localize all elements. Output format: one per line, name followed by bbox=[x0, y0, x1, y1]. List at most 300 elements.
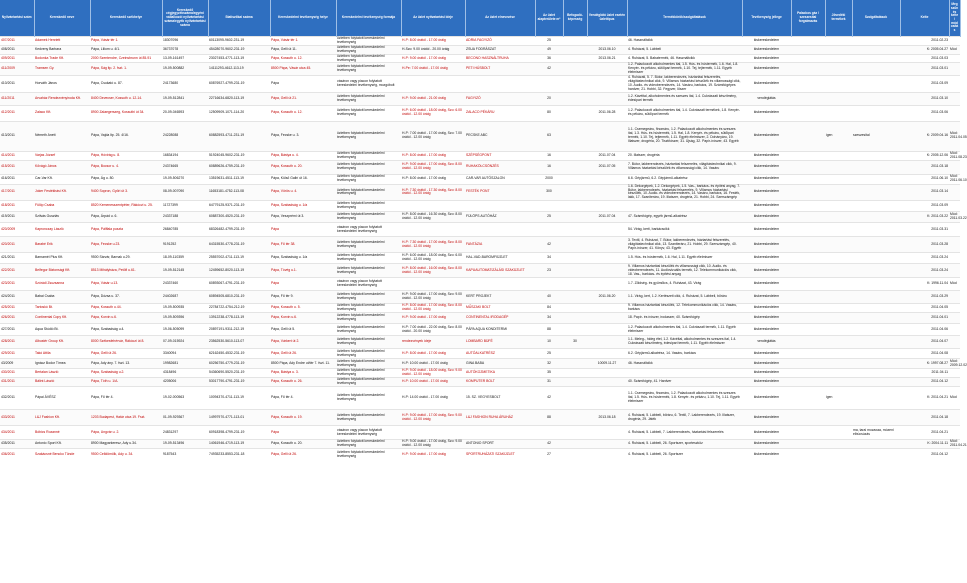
cell-col-2: 8900 Magyarkeresz, Ady u.34. bbox=[90, 440, 162, 449]
cell-col-13: kiskereskedelem bbox=[742, 291, 791, 304]
cell-col-16 bbox=[852, 304, 900, 313]
cell-col-12: 1.6. Dekorgépek, 1.2. Dekorgépek, 1.5. Vas-, barkács- és építési anyag, 7. Bútor, lakberendezés, háztartási felszerelés, 9. Villamos háztartási készülék, 10. Audio- és videoberendezés, 14. Vasáru, barkács, 16. Festék, lakk, 17. Szaniteráru, 19. Illatszer, drogéria, 21. Hobbi, 24. Szerszámgép bbox=[628, 183, 741, 200]
cell-col-7: H-P: 6.00 órától - 18.00 óráig, Szo: 6.00 órától - 12.00 óráig bbox=[401, 105, 465, 121]
cell-col-14 bbox=[791, 151, 825, 160]
cell-col-17: 2011.03.01 bbox=[900, 63, 949, 76]
cell-col-14 bbox=[791, 237, 825, 253]
cell-col-13: kiskereskedelem bbox=[742, 105, 791, 121]
cell-col-8: LOMBARD BÜFÉ bbox=[465, 336, 535, 349]
cell-col-16 bbox=[852, 349, 900, 359]
cell-col-6: üzletben folytatott kereskedelmi tevékenység bbox=[336, 369, 401, 378]
cell-col-9: 32 bbox=[535, 359, 563, 369]
cell-col-14 bbox=[791, 278, 825, 291]
cell-col-10 bbox=[563, 160, 587, 174]
cell-col-3: 08-09-007090 bbox=[162, 184, 208, 201]
cell-col-5: Pápa, Fő tér 9. bbox=[270, 291, 336, 304]
table-row[interactable] bbox=[0, 253, 960, 264]
cell-col-2: 1203 Budapest, Határ utca 19. Fszt. bbox=[90, 410, 162, 426]
cell-col-17: 2011.03.18 bbox=[900, 160, 949, 174]
cell-col-16 bbox=[852, 378, 900, 387]
cell-col-12: 46. Használtcikk bbox=[627, 37, 742, 46]
cell-col-9 bbox=[535, 201, 563, 212]
cell-col-4: 60918398-4799-231-19 bbox=[208, 426, 270, 440]
cell-col-11 bbox=[587, 37, 627, 46]
column-header-13[interactable]: Tevékenység jellege bbox=[742, 0, 791, 37]
cell-col-7: H-P: 9.00 órától - 17.00 óráig, Szo: 8.00 órától - 12.00 óráig bbox=[401, 160, 465, 174]
cell-col-9 bbox=[535, 76, 563, 93]
cell-col-8: ADRIA FAGYIZÓ bbox=[465, 37, 535, 46]
cell-col-16 bbox=[852, 359, 900, 369]
cell-col-4: 13912238-4778-113-19 bbox=[208, 313, 270, 324]
cell-col-2: Pápa, Bocsor u. 4. bbox=[90, 160, 162, 174]
cell-col-7: H-P: 9.00 órától - 17.00 óráig bbox=[401, 449, 465, 461]
cell-col-6: üzletben folytatott kereskedelmi tevékenység bbox=[336, 160, 401, 174]
column-header-2[interactable]: Kereskedő székhelye bbox=[90, 0, 162, 37]
table-row[interactable] bbox=[0, 359, 960, 369]
cell-col-14 bbox=[791, 54, 825, 63]
table-row[interactable] bbox=[0, 336, 960, 349]
cell-col-6: vásáron vagy piacon folytatott kereskedelmi tevékenység bbox=[336, 426, 401, 440]
table-row[interactable] bbox=[0, 278, 960, 291]
table-row[interactable] bbox=[0, 426, 960, 440]
cell-col-17: K: 1997.08.27 bbox=[900, 359, 949, 369]
cell-col-4: 54360690-5520-231-19 bbox=[208, 369, 270, 378]
cell-col-1: Pápai ÁVÉSZ bbox=[34, 387, 90, 410]
cell-col-17: 2011.04.12 bbox=[900, 449, 949, 461]
table-row[interactable] bbox=[0, 223, 960, 237]
table-row[interactable] bbox=[0, 387, 960, 410]
cell-col-16 bbox=[852, 449, 900, 461]
cell-col-2: Pápa, Vásár u.13. bbox=[90, 278, 162, 291]
cell-col-4: 60894505-6810-231-19 bbox=[208, 291, 270, 304]
cell-col-3: 19-06-505099 bbox=[162, 324, 208, 336]
cell-col-0: 415/2011 bbox=[0, 160, 34, 174]
cell-col-9: 20 bbox=[535, 92, 563, 105]
cell-col-15 bbox=[825, 37, 852, 46]
cell-col-16 bbox=[852, 92, 900, 105]
column-header-9[interactable]: Az üzlet alapterülete m² bbox=[535, 0, 563, 37]
cell-col-3: 24337188 bbox=[162, 212, 208, 223]
cell-col-6: üzletben folytatott kereskedelmi tevékenység bbox=[336, 54, 401, 63]
cell-col-5: Pápa, Bástya u. 3. bbox=[270, 369, 336, 378]
cell-col-5: Pápa, Kossuth u. 12. bbox=[270, 105, 336, 121]
cell-col-15 bbox=[825, 291, 852, 304]
cell-col-1: Szilvás Gusztáv bbox=[34, 212, 90, 223]
cell-col-2: 9500 Sárvár, Barnak u.29. bbox=[90, 253, 162, 264]
column-header-10[interactable]: Befogadó-képesség bbox=[563, 0, 587, 37]
column-header-5[interactable]: Kereskedelmi tevékenység helye bbox=[270, 0, 336, 37]
cell-col-10 bbox=[563, 264, 587, 278]
table-row[interactable] bbox=[0, 449, 960, 461]
cell-col-5: 8500 Pápa, Ady Endre ut/tér 7. fszt. 11. bbox=[270, 359, 336, 369]
cell-col-10 bbox=[563, 105, 587, 121]
cell-col-7: H-P: 8.00 órától - 17.00 óráig bbox=[401, 349, 465, 359]
column-header-1[interactable]: Kereskedő neve bbox=[34, 0, 90, 37]
cell-col-18: Mód bbox=[949, 278, 960, 291]
table-row[interactable] bbox=[0, 291, 960, 304]
cell-col-11: 2011.06.20 bbox=[587, 291, 627, 304]
cell-col-1: Fülöp Csaba bbox=[34, 201, 90, 212]
cell-col-2: Pápa, Ungvár u. 2. bbox=[90, 426, 162, 440]
table-row[interactable] bbox=[0, 304, 960, 313]
table-row[interactable] bbox=[0, 264, 960, 278]
cell-col-5: Pápa, Kossuth u. 26. bbox=[270, 378, 336, 387]
cell-col-8: KAPUAUTOMATIZÁLÁSI SZAKÜZLET bbox=[465, 264, 535, 278]
cell-col-4: 60887300-4520-231-19 bbox=[208, 212, 270, 223]
cell-col-13: kiskereskedelem bbox=[742, 440, 791, 449]
cell-col-7: H-P: 14.00 órától - 17.00 óráig bbox=[401, 387, 465, 410]
table-row[interactable] bbox=[0, 349, 960, 359]
cell-col-5: Pápa, Bástya u. 4. bbox=[270, 151, 336, 160]
cell-col-1: Bertalan László bbox=[34, 369, 90, 378]
table-row[interactable] bbox=[0, 174, 960, 184]
cell-col-15 bbox=[825, 304, 852, 313]
table-row[interactable] bbox=[0, 410, 960, 426]
cell-col-5: Pápa, Korvin u.6. bbox=[270, 313, 336, 324]
cell-col-8: PÁPA AQUA KONDITERMI bbox=[465, 324, 535, 336]
cell-col-8 bbox=[465, 223, 535, 237]
table-row[interactable] bbox=[0, 378, 960, 387]
column-header-4[interactable]: Statisztikai száma bbox=[208, 0, 270, 37]
column-header-11[interactable]: Vendéglátó üzlet esetén üzlettípus bbox=[587, 0, 627, 37]
cell-col-15 bbox=[825, 336, 852, 349]
cell-col-3: 4318496 bbox=[162, 369, 208, 378]
table-row[interactable] bbox=[0, 63, 960, 76]
cell-col-6: üzletben folytatott kereskedelmi tevékenység bbox=[336, 63, 401, 76]
cell-col-3: 19-09-506270 bbox=[162, 174, 208, 184]
cell-col-16 bbox=[852, 440, 900, 449]
cell-col-12: 1.2. Palackozott alkoholmentes ital, 1.4. Cukrászati termék, 1.11. Egyéb élelmiszer bbox=[627, 324, 742, 336]
cell-col-18 bbox=[949, 63, 960, 76]
cell-col-12: 6.2. Gépjármű-alkatrész, 14. Vasáru, barkács bbox=[627, 349, 742, 359]
cell-col-10 bbox=[563, 378, 587, 387]
cell-col-0: 431/2011 bbox=[0, 378, 34, 387]
table-row[interactable] bbox=[0, 369, 960, 378]
cell-col-13: kiskereskedelem bbox=[742, 223, 791, 237]
cell-col-7: H-P: 8.00 órától - 17.00 óráig bbox=[401, 151, 465, 160]
cell-col-17: K: 2009.04.16 bbox=[900, 121, 949, 151]
cell-col-3: 19-02-000563 bbox=[162, 387, 208, 410]
cell-col-11 bbox=[587, 253, 627, 264]
cell-col-14 bbox=[791, 313, 825, 324]
table-row[interactable] bbox=[0, 37, 960, 46]
cell-col-13: kiskereskedelem bbox=[742, 313, 791, 324]
column-header-3[interactable]: Kereskedő cégjegyzékszáma/egyéni vállalkozói nyilvántartási száma/egyéb nyilvántartási száma bbox=[162, 0, 208, 37]
cell-col-17: K: 2004.11.11 bbox=[900, 440, 949, 449]
cell-col-9 bbox=[535, 426, 563, 440]
cell-col-6: üzletben folytatott kereskedelmi tevékenység bbox=[336, 291, 401, 304]
table-row[interactable] bbox=[0, 201, 960, 212]
cell-col-4: 62162450-4532-231-19 bbox=[208, 349, 270, 359]
cell-col-8: HAL-VAD-BAROMFIÜZLET bbox=[465, 253, 535, 264]
cell-col-18 bbox=[949, 223, 960, 237]
table-row[interactable] bbox=[0, 212, 960, 223]
cell-col-15 bbox=[825, 237, 852, 253]
table-row[interactable] bbox=[0, 184, 960, 201]
cell-col-1: Car-Var Kft. bbox=[34, 174, 90, 184]
cell-col-17: 2011.03.09 bbox=[900, 201, 949, 212]
cell-col-5: Pápa, Kossuth u. 20. bbox=[270, 160, 336, 174]
cell-col-13: kiskereskedelem bbox=[742, 237, 791, 253]
column-header-6[interactable]: Kereskedelmi tevékenység formája bbox=[336, 0, 401, 37]
cell-col-15 bbox=[825, 378, 852, 387]
cell-col-8: KERT PROJEKT bbox=[465, 291, 535, 304]
table-row[interactable] bbox=[0, 121, 960, 151]
cell-col-9: 25 bbox=[535, 212, 563, 223]
cell-col-1: Barnaméi Plus Kft. bbox=[34, 253, 90, 264]
cell-col-18 bbox=[949, 237, 960, 253]
cell-col-9: 25 bbox=[535, 37, 563, 46]
cell-col-12: 4. Ruházat, 5. Babatermék, 46. Használtcikk bbox=[627, 54, 742, 63]
cell-col-14 bbox=[791, 304, 825, 313]
cell-col-4: 22784722-4754-212-19 bbox=[208, 304, 270, 313]
cell-col-2: Pápa, Hóvirág u. 8. bbox=[90, 151, 162, 160]
cell-col-7 bbox=[401, 201, 465, 212]
table-row[interactable] bbox=[0, 440, 960, 449]
table-row[interactable] bbox=[0, 160, 960, 174]
table-row[interactable] bbox=[0, 237, 960, 253]
cell-col-1: Albustér Group Kft. bbox=[34, 336, 90, 349]
cell-col-10 bbox=[563, 387, 587, 410]
cell-col-15 bbox=[825, 76, 852, 93]
column-header-15[interactable]: Jövedéki termékek bbox=[825, 0, 852, 37]
cell-col-3: 24337460 bbox=[162, 278, 208, 291]
cell-col-18: Mód: 2011.06.10 bbox=[950, 174, 967, 183]
cell-col-15 bbox=[825, 184, 852, 201]
cell-col-18 bbox=[949, 426, 960, 440]
cell-col-14 bbox=[791, 324, 825, 336]
column-header-0[interactable]: Nyilvántartási szám bbox=[0, 0, 34, 37]
cell-col-6: üzletben folytatott kereskedelmi tevékenység bbox=[336, 151, 401, 160]
cell-col-13: kiskereskedelem bbox=[742, 359, 791, 369]
column-header-14[interactable]: Palackos gáz / szeszesital forgalmazás bbox=[791, 0, 825, 37]
cell-col-15 bbox=[825, 324, 852, 336]
cell-col-10 bbox=[563, 278, 587, 291]
cell-col-16 bbox=[852, 174, 900, 184]
cell-col-9: 300 bbox=[535, 184, 563, 201]
cell-col-9: 42 bbox=[535, 387, 563, 410]
cell-col-1: Kapronczay László bbox=[34, 223, 90, 237]
cell-col-17: K: 2005.04.27 bbox=[900, 45, 949, 54]
cell-col-18 bbox=[949, 76, 960, 93]
cell-col-9: 34 bbox=[535, 313, 563, 324]
cell-col-9: 10 bbox=[535, 336, 563, 349]
cell-col-8 bbox=[465, 426, 535, 440]
cell-col-2: Pápa, Ság ltp. 2. fszt. 1. bbox=[90, 63, 162, 76]
cell-col-17: K: 1996.11.04 bbox=[900, 278, 949, 291]
cell-col-8: FANTÁZIA bbox=[465, 237, 535, 253]
cell-col-2: 8000 Székesfehérvár, Rákóczi út 8. bbox=[90, 336, 162, 349]
cell-col-17: 2011.03.09 bbox=[900, 76, 949, 93]
table-row[interactable] bbox=[0, 151, 960, 160]
cell-col-9: 36 bbox=[535, 54, 563, 63]
cell-col-3: 26840785 bbox=[162, 223, 208, 237]
cell-col-11: 2013.06.21 bbox=[587, 54, 627, 63]
cell-col-4: 23562530-5610-113-07 bbox=[208, 336, 270, 349]
cell-col-16 bbox=[852, 201, 900, 212]
cell-col-4: 14997970-4771-113-01 bbox=[208, 410, 270, 426]
cell-col-18: Mód: 2011.04.21 bbox=[950, 439, 967, 448]
cell-col-4: 60113095-9602-231-19 bbox=[208, 37, 270, 46]
table-row[interactable] bbox=[0, 92, 960, 105]
cell-col-5: Pápa bbox=[270, 426, 336, 440]
cell-col-8 bbox=[465, 278, 535, 291]
cell-col-11 bbox=[587, 336, 627, 349]
cell-col-6: üzletben folytatott kereskedelmi tevékenység bbox=[336, 304, 401, 313]
cell-col-16 bbox=[852, 387, 900, 410]
cell-col-18: Mód: 2011.08.23 bbox=[950, 150, 967, 159]
cell-col-8: FÜLÖPS AUTÓHÁZ bbox=[465, 212, 535, 223]
cell-col-6: üzletben folytatott kereskedelmi tevékenység bbox=[336, 336, 401, 349]
cell-col-10 bbox=[563, 313, 587, 324]
cell-col-18 bbox=[949, 37, 960, 46]
cell-col-3: 36737078 bbox=[162, 45, 208, 54]
cell-col-12: 4. Ruházat, 5. Lábbeli, 7. Lakberendezés, háztartási felszerelés bbox=[627, 426, 742, 440]
cell-col-13: kiskereskedelem bbox=[742, 184, 791, 201]
cell-col-15 bbox=[825, 45, 852, 54]
cell-col-0: 411/2011 bbox=[0, 92, 34, 105]
cell-col-14 bbox=[791, 378, 825, 387]
cell-col-6: üzletben folytatott kereskedelmi tevékenység bbox=[336, 121, 401, 151]
cell-col-0: 435/2011 bbox=[0, 440, 34, 449]
cell-col-3: 19-09-500882 bbox=[162, 63, 208, 76]
cell-col-14 bbox=[791, 174, 825, 184]
cell-col-15 bbox=[825, 92, 852, 105]
cell-col-13: kiskereskedelem bbox=[742, 201, 791, 212]
cell-col-5: Pápa, Fő tér 38. bbox=[270, 237, 336, 253]
cell-col-6: üzletben folytatott kereskedelmi tevékenység bbox=[336, 212, 401, 223]
cell-col-3: 07-09-015924 bbox=[162, 336, 208, 349]
cell-col-17: 2011.04.08 bbox=[900, 349, 949, 359]
cell-col-15 bbox=[825, 410, 852, 426]
cell-col-2: Pápa, Szabadság u.4. bbox=[90, 324, 162, 336]
cell-col-15 bbox=[825, 253, 852, 264]
cell-col-4: 60882593-4711-231-19 bbox=[208, 121, 270, 151]
cell-col-0: 416/2011 bbox=[0, 174, 34, 184]
table-row[interactable] bbox=[0, 76, 960, 93]
cell-col-7: H-P: 9.00 órától - 17.00 óráig bbox=[401, 313, 465, 324]
cell-col-14 bbox=[791, 223, 825, 237]
cell-col-2: 8513 Mihályháza, Petőfi u.61. bbox=[90, 264, 162, 278]
cell-col-12: 1.5. Hús- és hústermék, 1.6. Hal, 1.11. Egyéb élelmiszer bbox=[627, 253, 742, 264]
cell-col-6: üzletben folytatott kereskedelmi tevékenység bbox=[336, 201, 401, 212]
column-header-12[interactable]: Termékkörök/szolgáltatások bbox=[627, 0, 742, 37]
cell-col-18: Mód bbox=[949, 387, 960, 410]
cell-col-6: üzletben folytatott kereskedelmi tevékenység bbox=[336, 174, 401, 184]
cell-col-1: Adamek Henriett bbox=[34, 37, 90, 46]
table-row[interactable] bbox=[0, 54, 960, 63]
column-header-18[interactable]: Megszűnés kelte / módosítás bbox=[949, 0, 960, 37]
cell-col-14 bbox=[791, 212, 825, 223]
cell-col-5: Pápa, Gelli út 26. bbox=[270, 349, 336, 359]
cell-col-2: Pápa, Ág u. 80. bbox=[90, 174, 162, 184]
cell-col-2: Pápa, Gelli út 26. bbox=[90, 349, 162, 359]
cell-col-18 bbox=[949, 291, 960, 304]
cell-col-15 bbox=[825, 278, 852, 291]
cell-col-17: 2011.04.12 bbox=[900, 378, 949, 387]
cell-col-1: Bálint László bbox=[34, 378, 90, 387]
cell-col-1: Babai Csaba bbox=[34, 291, 90, 304]
cell-col-8 bbox=[465, 201, 535, 212]
cell-col-1: Szórádi Zsuzsanna bbox=[34, 278, 90, 291]
cell-col-13: kiskereskedelem bbox=[742, 449, 791, 461]
cell-col-4: 12459652-8020-113-19 bbox=[208, 264, 270, 278]
cell-col-13: kiskereskedelem bbox=[742, 37, 791, 46]
cell-col-9: 23 bbox=[535, 264, 563, 278]
cell-col-4: 20897191-9311-212-19 bbox=[208, 324, 270, 336]
cell-col-6: üzletben folytatott kereskedelmi tevékenység bbox=[336, 410, 401, 426]
cell-col-8: L&J FASHION RUHA ÁRUHÁZ bbox=[465, 410, 535, 426]
cell-col-11 bbox=[587, 304, 627, 313]
cell-col-7: H-P: 9.00 órától - 17.00 óráig, Szo: 9.00 órától - 12.00 óráig bbox=[401, 410, 465, 426]
column-header-17[interactable]: Kelte bbox=[900, 0, 949, 37]
table-row[interactable] bbox=[0, 45, 960, 54]
cell-col-4: 64315530-4778-231-19 bbox=[208, 237, 270, 253]
cell-col-10 bbox=[563, 324, 587, 336]
cell-col-12: 1.1. Csemegeáru, finomáru, 1.2. Palackozott alkoholmentes és szeszes ital, 1.3. Hús- és hústermék, 1.5. Hal, 1.8. Kenyér- és pékáru, sütőipari termék, 1.10. Tej, tejtermék, 1.11. Egyéb élelmiszer, 2. Dohányáru, 19. Illatszer, drogéria, 20. Tisztítószer, 31. Újság, 32. Papír-írószer, 43. Egyéb bbox=[627, 121, 742, 151]
cell-col-5: Pápa, Gelli út 11. bbox=[270, 45, 336, 54]
cell-col-5: Pápa, Szabadság u. 1/a bbox=[270, 253, 336, 264]
cell-col-16 bbox=[852, 253, 900, 264]
cell-col-8: AUTÓKOZMETIKA bbox=[465, 369, 535, 378]
cell-col-12: 4. Ruházat, 5. Lábbeli bbox=[627, 45, 742, 54]
cell-col-5: Pápa, Tóvég u.1. bbox=[270, 264, 336, 278]
cell-col-18 bbox=[949, 253, 960, 264]
cell-col-4: 64779125-9371-231-19 bbox=[208, 201, 270, 212]
cell-col-14 bbox=[791, 369, 825, 378]
column-header-8[interactable]: Az üzlet elnevezése bbox=[465, 0, 535, 37]
cell-col-7 bbox=[401, 278, 465, 291]
cell-col-10 bbox=[563, 440, 587, 449]
cell-col-11 bbox=[587, 63, 627, 76]
cell-col-13: vendéglátás bbox=[742, 92, 791, 105]
cell-col-13: kiskereskedelem bbox=[742, 54, 791, 63]
cell-col-6: üzletben folytatott kereskedelmi tevékenység bbox=[336, 184, 401, 201]
cell-col-16 bbox=[852, 105, 900, 121]
cell-col-10 bbox=[563, 291, 587, 304]
cell-col-14 bbox=[791, 426, 825, 440]
column-header-7[interactable]: Az üzlet nyitvatartási ideje bbox=[401, 0, 465, 37]
cell-col-0: 412/2011 bbox=[0, 105, 34, 121]
cell-col-10 bbox=[563, 237, 587, 253]
cell-col-11 bbox=[587, 387, 627, 410]
table-row[interactable] bbox=[0, 313, 960, 324]
column-header-16[interactable]: Szolgáltatások bbox=[852, 0, 900, 37]
table-header bbox=[0, 0, 960, 37]
cell-col-5: Pápa, Fő tér 4. bbox=[270, 387, 336, 410]
cell-col-9: 35 bbox=[535, 369, 563, 378]
cell-col-18 bbox=[949, 313, 960, 324]
cell-col-0: 409/2011 bbox=[0, 54, 34, 63]
cell-col-0: 421/2011 bbox=[0, 253, 34, 264]
cell-col-16 bbox=[852, 212, 900, 223]
table-row[interactable] bbox=[0, 324, 960, 336]
cell-col-16 bbox=[852, 54, 900, 63]
cell-col-0: 424/2011 bbox=[0, 291, 34, 304]
cell-col-6: üzletben folytatott kereskedelmi tevékenység bbox=[336, 105, 401, 121]
cell-col-14 bbox=[791, 440, 825, 449]
cell-col-14 bbox=[791, 121, 825, 151]
table-row[interactable] bbox=[0, 105, 960, 121]
cell-col-6: üzletben folytatott kereskedelmi tevékenység bbox=[336, 253, 401, 264]
cell-col-5: Pápa, Fecske u. 3. bbox=[270, 121, 336, 151]
cell-col-17: 2011.06.10 bbox=[900, 174, 949, 184]
cell-col-10 bbox=[563, 76, 587, 93]
cell-col-4: 68326482-4799-231-19 bbox=[208, 223, 270, 237]
cell-col-14 bbox=[791, 37, 825, 46]
cell-col-8: RUHAKÖLCSÖNZÉS bbox=[465, 160, 535, 174]
cell-col-1: Németh Anett bbox=[34, 121, 90, 151]
